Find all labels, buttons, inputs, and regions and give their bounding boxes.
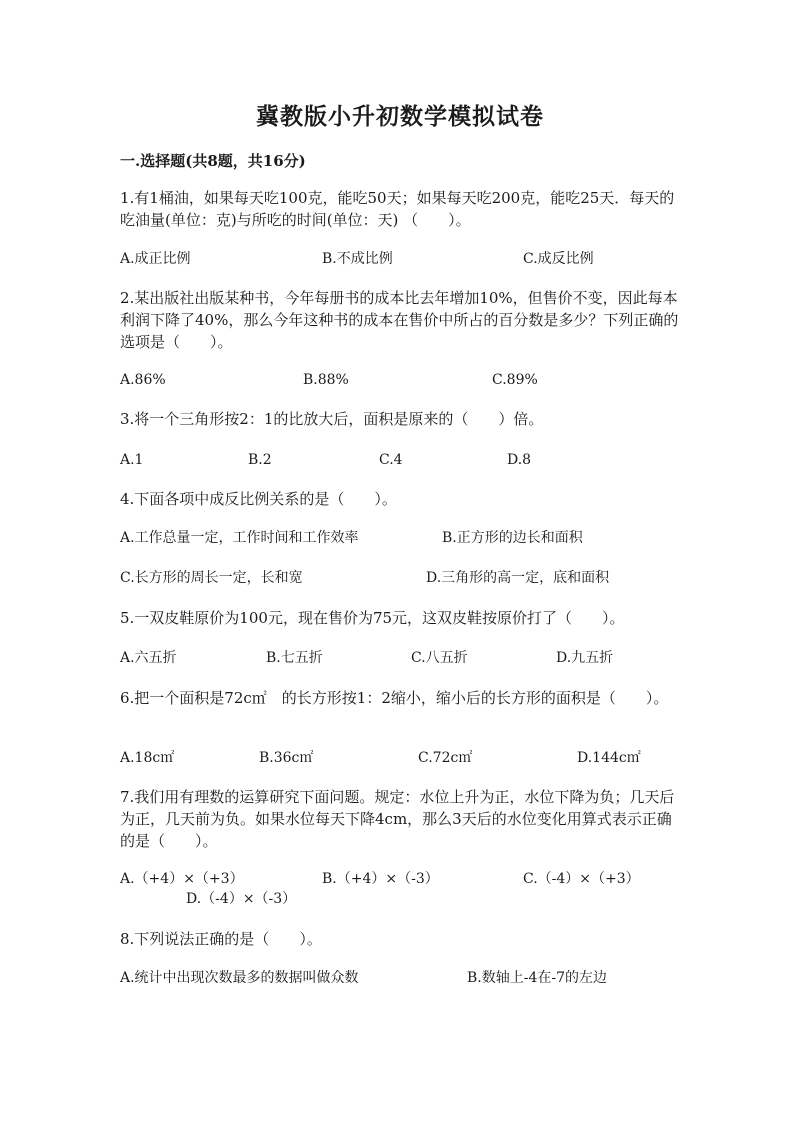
question-3: 3.将一个三角形按2：1的比放大后，面积是原来的（ ）倍。 — [120, 410, 544, 428]
q1-option-a: A.成正比例 — [120, 251, 191, 267]
q6-option-d: D.144c㎡ — [577, 750, 641, 766]
q5-option-b: B.七五折 — [266, 650, 323, 666]
q5-option-c: C.八五折 — [411, 650, 468, 666]
q2-option-b: B.88% — [303, 372, 349, 388]
q6-option-a: A.18c㎡ — [120, 750, 175, 766]
question-2: 2.某出版社出版某种书，今年每册书的成本比去年增加10%，但售价不变，因此每本利润下降了40%，那么今年这种书的成本在售价中所占的百分数是多少？下列正确的选项是（ ）。 — [120, 289, 679, 351]
q8-option-a: A.统计中出现次数最多的数据叫做众数 — [120, 970, 359, 986]
question-7: 7.我们用有理数的运算研究下面问题。规定：水位上升为正，水位下降为负；几天后为正，几天前为负。如果水位每天下降4cm，那么3天后的水位变化用算式表示正确的是（ ）。 — [120, 788, 675, 850]
q7-option-a: A.（+4）×（+3） — [120, 871, 244, 887]
q4-option-c: C.长方形的周长一定，长和宽 — [120, 570, 303, 586]
q7-option-c: C.（-4）×（+3） — [523, 871, 640, 887]
q1-option-c: C.成反比例 — [523, 251, 594, 267]
question-6: 6.把一个面积是72c㎡ 的长方形按1：2缩小，缩小后的长方形的面积是（ ）。 — [120, 689, 669, 707]
question-5: 5.一双皮鞋原价为100元，现在售价为75元，这双皮鞋按原价打了（ ）。 — [120, 609, 625, 627]
q6-option-b: B.36c㎡ — [259, 750, 314, 766]
q8-option-b: B.数轴上-4在-7的左边 — [467, 970, 608, 986]
question-4: 4.下面各项中成反比例关系的是（ ）。 — [120, 490, 397, 508]
question-8: 8.下列说法正确的是（ ）。 — [120, 930, 322, 948]
q4-option-b: B.正方形的边长和面积 — [442, 530, 583, 546]
q5-option-d: D.九五折 — [556, 650, 614, 666]
q2-option-a: A.86% — [120, 372, 166, 388]
q3-option-b: B.2 — [248, 452, 272, 468]
q5-option-a: A.六五折 — [120, 650, 177, 666]
q2-option-c: C.89% — [492, 372, 538, 388]
q3-option-a: A.1 — [120, 452, 144, 468]
question-1: 1.有1桶油，如果每天吃100克，能吃50天；如果每天吃200克，能吃25天．每天的吃油量(单位：克)与所吃的时间(单位：天) （ ）。 — [120, 189, 675, 229]
q4-option-a: A.工作总量一定，工作时间和工作效率 — [120, 530, 359, 546]
q4-option-d: D.三角形的高一定，底和面积 — [426, 570, 610, 586]
section-heading: 一.选择题(共8题，共16分) — [120, 152, 306, 170]
q7-option-d: D.（-4）×（-3） — [186, 891, 297, 907]
q7-option-b: B.（+4）×（-3） — [322, 871, 439, 887]
q3-option-d: D.8 — [507, 452, 532, 468]
page-title: 冀教版小升初数学模拟试卷 — [256, 103, 544, 130]
q3-option-c: C.4 — [379, 452, 403, 468]
q6-option-c: C.72c㎡ — [418, 750, 473, 766]
q1-option-b: B.不成比例 — [322, 251, 393, 267]
